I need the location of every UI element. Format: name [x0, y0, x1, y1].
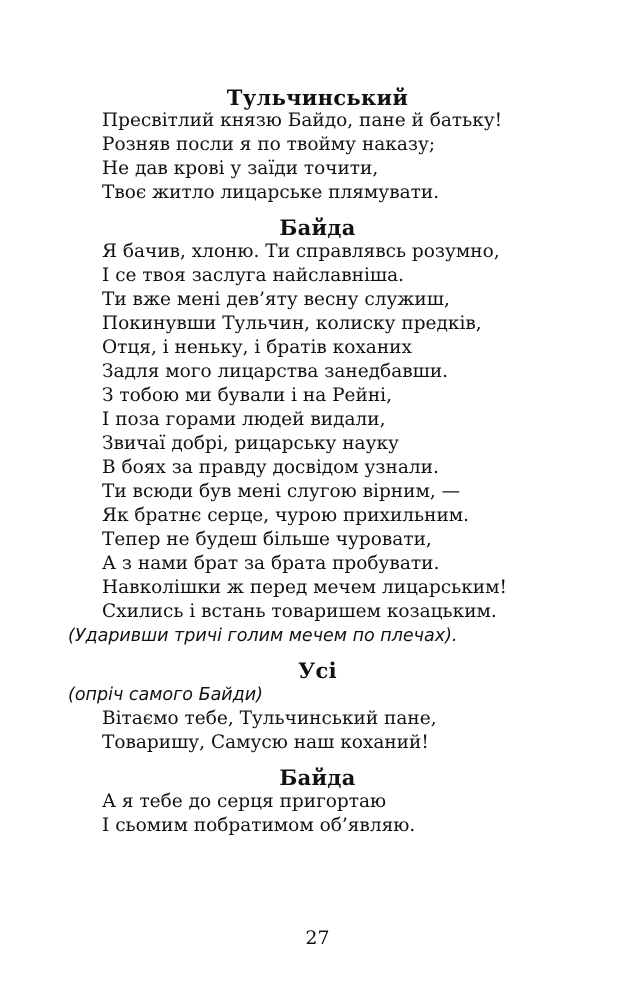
verse-line: Звичаї добрі, рицарську науку [102, 433, 399, 454]
verse-line: Отця, і неньку, і братів коханих [102, 337, 412, 358]
speaker-heading: Байда [279, 215, 356, 240]
verse-line: І поза горами людей видали, [102, 409, 386, 430]
verse-line: Ти вже мені дев’яту весну служиш, [102, 289, 450, 310]
verse-line: В боях за правду досвідом узнали. [102, 457, 439, 478]
verse-line: Ти всюди був мені слугою вірним, — [102, 481, 461, 502]
verse-line: А я тебе до серця пригортаю [102, 791, 387, 812]
verse-line: Навколішки ж перед мечем лицарським! [102, 577, 507, 598]
verse-line: Розняв посли я по твойму наказу; [102, 134, 436, 155]
verse-line: Тепер не будеш більше чуровати, [102, 529, 432, 550]
stage-direction: (опріч самого Байди) [68, 685, 263, 705]
verse-line: Як братнє серце, чурою прихильним. [102, 505, 470, 526]
verse-line: Задля мого лицарства занедбавши. [102, 361, 449, 382]
verse-line: Я бачив, хлоню. Ти справлявсь розумно, [102, 241, 500, 262]
verse-line: І се твоя заслуга найславніша. [102, 265, 405, 286]
page-number: 27 [305, 927, 330, 949]
speaker-heading: Усі [298, 658, 337, 683]
verse-line: Схились і встань товаришем козацьким. [102, 601, 497, 622]
verse-line: Вітаємо тебе, Тульчинський пане, [102, 708, 437, 729]
verse-line: Не дав крові у заїди точити, [102, 158, 379, 179]
verse-line: І сьомим побратимом об’являю. [102, 815, 416, 836]
speaker-heading: Байда [279, 765, 356, 790]
verse-line: Твоє житло лицарське плямувати. [102, 182, 440, 203]
stage-direction: (Ударивши тричі голим мечем по плечах). [68, 626, 458, 646]
speaker-heading: Тульчинський [226, 85, 409, 110]
verse-line: Пресвітлий князю Байдо, пане й батьку! [102, 110, 503, 131]
verse-line: З тобою ми бували і на Рейні, [102, 385, 392, 406]
verse-line: Товаришу, Самусю наш коханий! [102, 732, 429, 753]
verse-line: А з нами брат за брата пробувати. [102, 553, 440, 574]
verse-line: Покинувши Тульчин, колиску предків, [102, 313, 482, 334]
